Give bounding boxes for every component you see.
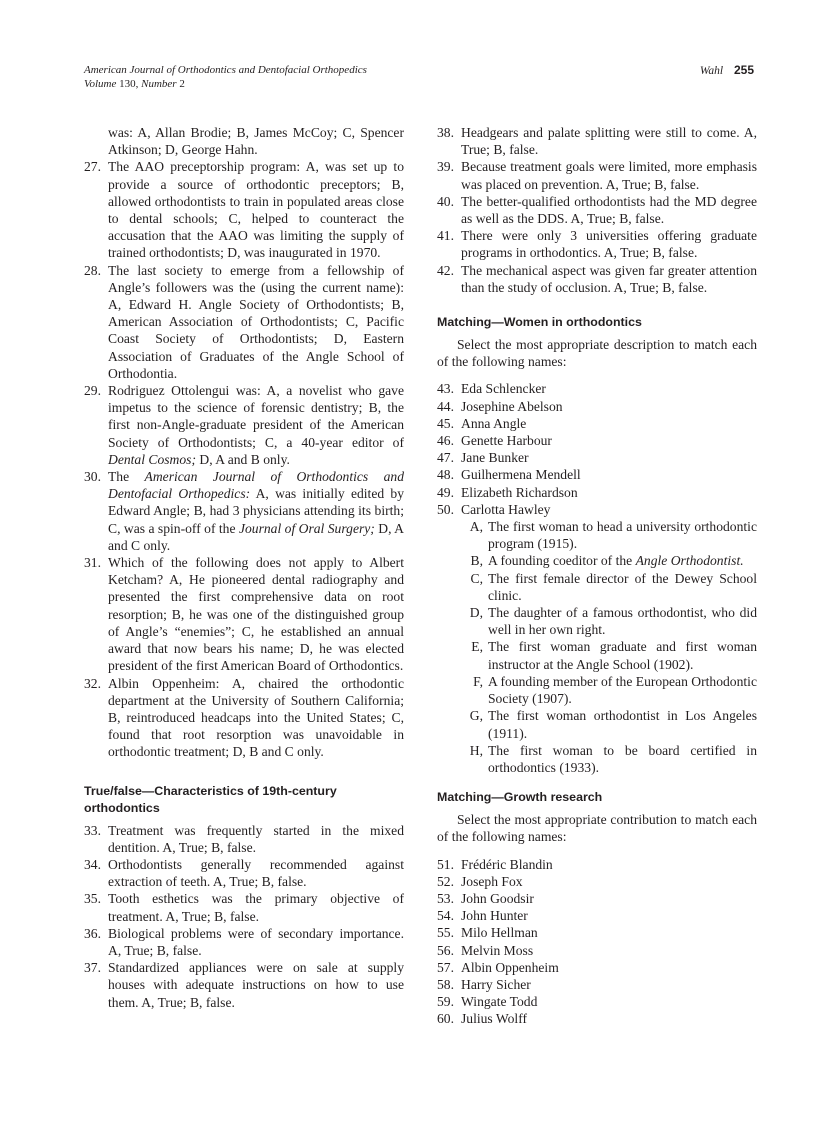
text-run: The: [108, 469, 145, 485]
option-letter: E,: [471, 639, 483, 655]
item-number: 33.: [84, 822, 101, 838]
person-name: Julius Wolff: [461, 1011, 528, 1027]
item-number: 45.: [437, 415, 454, 431]
question-item: [437, 124, 757, 158]
item-number: 30.: [84, 469, 101, 485]
person-name: Harry Sicher: [461, 976, 531, 992]
item-number: 53.: [437, 890, 454, 906]
question-text: [461, 193, 757, 227]
question-list-33-37: [84, 822, 404, 1011]
option-letter: G,: [469, 708, 483, 724]
person-name: Joseph Fox: [461, 873, 523, 889]
text-run: The first woman orthodontist in Los Angeles (1911).: [488, 708, 757, 741]
question-item: [84, 554, 404, 674]
question-item: [437, 227, 757, 261]
running-header-page: [700, 63, 754, 78]
text-run: The first woman to be board certified in orthodontics (1933).: [488, 742, 757, 775]
text-run: Orthodontists generally recommended against extraction of teeth. A, True; B, false.: [108, 856, 404, 890]
text-run: Albin Oppenheim: A, chaired the orthodontic department at the University of Southern California; B, reintroduced headcaps into the United States; C, found that root resorption was unavoidable in orthodontic treatment; D, B and C only.: [108, 675, 404, 760]
text-run: The daughter of a famous orthodontist, who did well in her own right.: [488, 605, 757, 638]
question-26-continuation: [84, 124, 404, 158]
person-name: Josephine Abelson: [461, 398, 563, 414]
left-column: [84, 124, 404, 1011]
answer-option: [437, 570, 757, 604]
text-run: The first woman to head a university orthodontic program (1915).: [488, 519, 757, 552]
text-run: A founding coeditor of the: [488, 553, 636, 569]
question-item: [84, 675, 404, 761]
question-text: [108, 262, 404, 382]
text-run: The mechanical aspect was given far greater attention than the study of occlusion. A, True; B, false.: [461, 262, 757, 295]
name-item: [437, 976, 757, 993]
item-number: 54.: [437, 908, 454, 924]
option-text: [488, 570, 757, 604]
item-number: 38.: [437, 125, 454, 140]
item-number: 29.: [84, 383, 101, 399]
right-column: [437, 124, 757, 1028]
text-run: The better-qualified orthodontists had the MD degree as well as the DDS. A, True; B, false.: [461, 193, 757, 227]
name-item: [437, 907, 757, 924]
person-name: Melvin Moss: [461, 942, 534, 958]
name-item: [437, 484, 757, 501]
name-item: [437, 942, 757, 959]
option-list-women: [437, 518, 757, 776]
item-number: 58.: [437, 976, 454, 992]
question-item: [437, 193, 757, 227]
question-text: [108, 856, 404, 890]
volume-info: [84, 77, 367, 91]
item-number: 44.: [437, 398, 454, 414]
name-item: [437, 856, 757, 873]
item-number: 52.: [437, 873, 454, 889]
item-number: 50.: [437, 501, 454, 517]
answer-option: [437, 673, 757, 707]
answer-option: [437, 518, 757, 552]
question-item: [84, 890, 404, 924]
text-run: Tooth esthetics was the primary objective of treatment. A, True; B, false.: [108, 891, 404, 924]
question-list-26-32: [84, 158, 404, 760]
volume-number: 130,: [119, 78, 139, 90]
question-item: [84, 158, 404, 261]
option-text: [488, 707, 757, 741]
author-name: Wahl: [699, 65, 724, 77]
name-item: [437, 432, 757, 449]
matching-instructions-growth: Select the most appropriate contribution to match each of the following names:: [437, 812, 757, 845]
text-run: D, A and C only.: [108, 520, 404, 553]
question-item: [84, 822, 404, 856]
name-list-51-60: [437, 856, 757, 1028]
text-run: A, was initially edited by Edward Angle; B, had 3 physicians attending its birth; C, was a spin-off of the: [108, 486, 404, 536]
option-text: [488, 552, 757, 569]
number-label: Number: [141, 78, 177, 90]
item-number: 56.: [437, 942, 454, 958]
item-number: 42.: [437, 262, 454, 278]
text-run: D, A and B only.: [195, 451, 290, 467]
name-item: [437, 959, 757, 976]
item-number: 41.: [437, 228, 454, 244]
question-text: [108, 675, 404, 761]
issue-number: 2: [179, 78, 185, 90]
question-text: [461, 262, 757, 296]
item-number: 40.: [437, 193, 454, 209]
question-text: [461, 158, 757, 192]
question-item: [437, 262, 757, 296]
person-name: Genette Harbour: [461, 433, 552, 449]
question-text: [108, 468, 404, 554]
text-run: Standardized appliances were on sale at supply houses with adequate instructions on how to use them. A, True; B, false.: [108, 960, 404, 1010]
text-run: Headgears and palate splitting were still to come. A, True; B, false.: [461, 125, 757, 158]
name-item: [437, 993, 757, 1010]
text-run: A founding member of the European Orthodontic Society (1907).: [488, 673, 757, 707]
text-run: Which of the following does not apply to Albert Ketcham? A, He pioneered dental radiography and presented the first comprehensive data on root resorption; B, he was one of the distinguished group of Angle’s “enemies”; C, he established an annual award that now bears his name; D, he was elected president of the first American Board of Orthodontics.: [108, 555, 404, 674]
name-item: [437, 398, 757, 415]
person-name: Jane Bunker: [461, 450, 529, 466]
person-name: Eda Schlencker: [461, 381, 546, 397]
person-name: Wingate Todd: [461, 994, 538, 1010]
answer-option: [437, 707, 757, 741]
question-item: [437, 158, 757, 192]
item-number: 46.: [437, 433, 454, 449]
person-name: Guilhermena Mendell: [461, 467, 581, 483]
running-header-journal: [84, 63, 367, 91]
item-number: 27.: [84, 159, 101, 175]
answer-option: [437, 742, 757, 776]
name-item: [437, 501, 757, 518]
option-text: [488, 673, 757, 707]
answer-option: [437, 552, 757, 569]
name-item: [437, 890, 757, 907]
item-number: 32.: [84, 675, 101, 691]
section-title-women-in-orthodontics: Matching—Women in orthodontics: [437, 315, 642, 330]
question-text: [108, 382, 404, 468]
text-run: The AAO preceptorship program: A, was set up to provide a source of orthodontic preceptors; B, allowed orthodontists to train in populated areas close to dental schools; C, helped to counteract the accusation that the AAO was limiting the supply of trained orthodontists; D, was inaugurated in 1970.: [108, 159, 404, 261]
item-number: 55.: [437, 925, 454, 941]
question-text: [108, 925, 404, 959]
text-run: Because treatment goals were limited, more emphasis was placed on prevention. A, True; B, false.: [461, 159, 757, 192]
option-text: [488, 742, 757, 776]
item-number: 28.: [84, 262, 101, 278]
text-run: Rodriguez Ottolengui was: A, a novelist who gave impetus to the science of forensic dentistry; B, the first non-Angle-graduate president of the American Society of Orthodontists; C, a 40-year editor of: [108, 383, 404, 450]
text-run: There were only 3 universities offering graduate programs in orthodontics. A, True; B, false.: [461, 228, 757, 261]
text-run: Treatment was frequently started in the mixed dentition. A, True; B, false.: [108, 822, 404, 855]
question-text: [461, 227, 757, 261]
question-item: [84, 468, 404, 554]
question-text: [108, 890, 404, 924]
person-name: Albin Oppenheim: [461, 959, 559, 975]
item-number: 39.: [437, 159, 454, 175]
text-run: Biological problems were of secondary importance. A, True; B, false.: [108, 925, 404, 958]
text-run: The last society to emerge from a fellowship of Angle’s followers was the (using the current name): A, Edward H. Angle Society of Orthodontists; B, American Association of Orthodontists; C, Pacific Coast Society of Orthodontists; D, Eastern Association of Graduates of the Angle School of Orthodontia.: [108, 262, 404, 381]
option-letter: A,: [469, 519, 483, 535]
question-item: [84, 856, 404, 890]
question-item: [84, 382, 404, 468]
person-name: Anna Angle: [461, 415, 527, 431]
person-name: Frédéric Blandin: [461, 856, 553, 872]
option-letter: H,: [469, 742, 483, 758]
item-number: 60.: [437, 1011, 454, 1027]
item-number: 34.: [84, 856, 101, 872]
option-letter: F,: [473, 673, 483, 689]
italic-title-text: Dental Cosmos;: [108, 451, 196, 467]
item-number: 49.: [437, 484, 454, 500]
person-name: John Hunter: [461, 908, 528, 924]
name-item: [437, 380, 757, 397]
person-name: Elizabeth Richardson: [461, 484, 578, 500]
question-list-38-42: [437, 124, 757, 296]
option-letter: D,: [469, 605, 483, 621]
question-item: [84, 925, 404, 959]
person-name: Carlotta Hawley: [461, 501, 551, 517]
question-text: [108, 822, 404, 856]
name-item: [437, 415, 757, 432]
item-number: 31.: [84, 555, 101, 571]
question-text: [108, 554, 404, 674]
item-number: 48.: [437, 467, 454, 483]
text-run: The first woman graduate and first woman instructor at the Angle School (1902).: [488, 639, 757, 672]
text-run: was: A, Allan Brodie; B, James McCoy; C, Spencer Atkinson; D, George Hahn.: [108, 125, 404, 158]
matching-instructions-women: Select the most appropriate description to match each of the following names:: [437, 337, 757, 370]
person-name: John Goodsir: [461, 890, 534, 906]
section-title-growth-research: Matching—Growth research: [437, 790, 603, 805]
question-item: [84, 262, 404, 382]
item-number: 37.: [84, 960, 101, 976]
name-item: [437, 466, 757, 483]
option-text: [488, 518, 757, 552]
volume-label: Volume: [84, 78, 117, 90]
name-item: [437, 924, 757, 941]
italic-title-text: Angle Orthodontist.: [635, 553, 744, 569]
item-number: 36.: [84, 925, 101, 941]
item-number: 59.: [437, 994, 454, 1010]
name-item: [437, 873, 757, 890]
item-number: 43.: [437, 381, 454, 397]
question-text: [461, 124, 757, 158]
page-number: 255: [733, 63, 754, 77]
question-text: [108, 158, 404, 261]
text-run: The first female director of the Dewey School clinic.: [488, 570, 757, 603]
person-name: Milo Hellman: [461, 925, 538, 941]
name-item: [437, 1010, 757, 1027]
section-title-true-false: True/false—Characteristics of 19th-century orthodontics: [84, 783, 337, 815]
italic-title-text: Journal of Oral Surgery;: [238, 520, 375, 536]
question-text: [108, 959, 404, 1011]
option-letter: B,: [470, 553, 483, 569]
item-number: 57.: [437, 959, 454, 975]
option-text: [488, 604, 757, 638]
answer-option: [437, 604, 757, 638]
name-list-43-50: [437, 380, 757, 518]
item-number: 35.: [84, 891, 101, 907]
answer-option: [437, 638, 757, 672]
journal-title: American Journal of Orthodontics and Dentofacial Orthopedics: [84, 64, 367, 76]
option-letter: C,: [470, 570, 483, 586]
italic-title-text: American Journal of Orthodontics and Dentofacial Orthopedics:: [108, 469, 404, 502]
item-number: 47.: [437, 450, 454, 466]
question-item: [84, 959, 404, 1011]
item-number: 51.: [437, 856, 454, 872]
option-text: [488, 638, 757, 672]
name-item: [437, 449, 757, 466]
